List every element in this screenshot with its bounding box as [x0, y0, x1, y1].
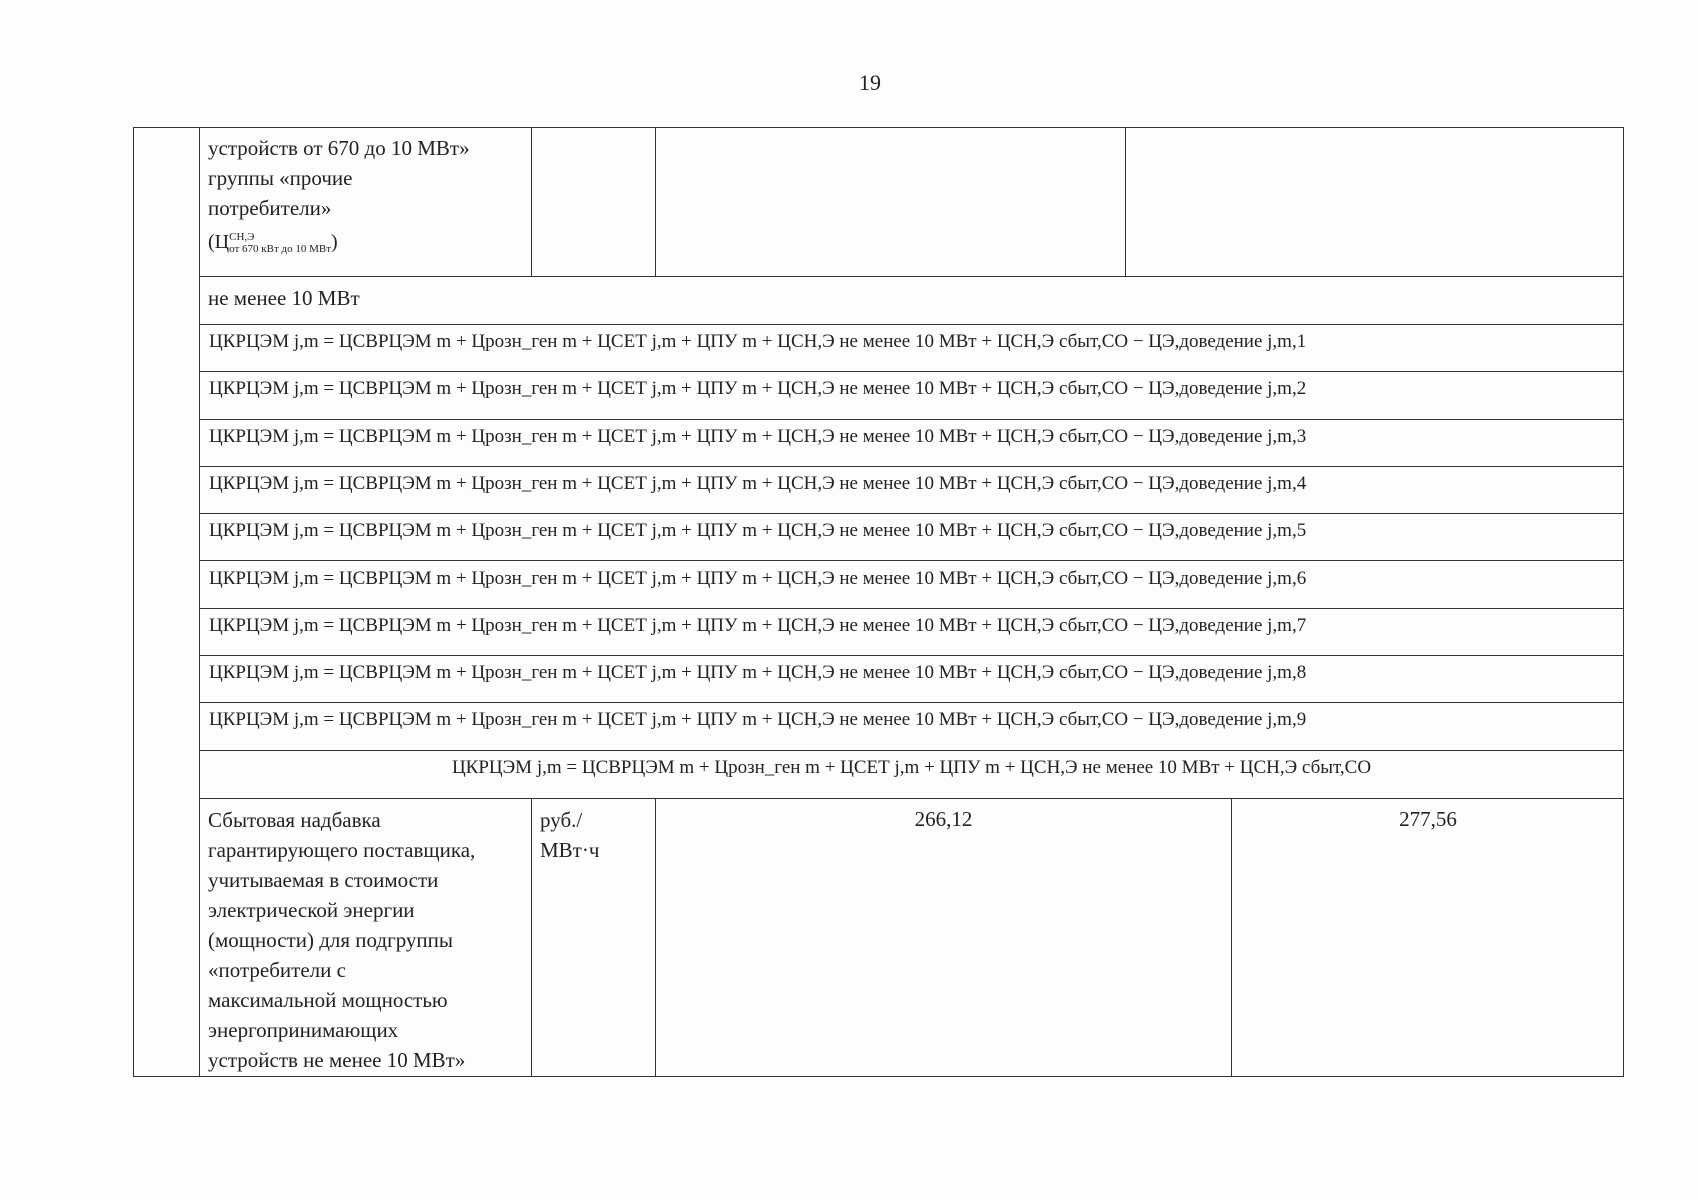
- bottom-description-line: гарантирующего поставщика,: [208, 838, 476, 862]
- top-value-cell-1: [655, 127, 1125, 277]
- formula-row: [199, 325, 1624, 372]
- page-number: 19: [859, 70, 881, 95]
- bottom-description-line: Сбытовая надбавка: [208, 808, 381, 832]
- top-unit-cell: [531, 127, 655, 277]
- bottom-description-cell: [199, 799, 531, 1077]
- formula-text: ЦКРЦЭМ j,m = ЦСВРЦЭМ m + Црозн_ген m + ЦСЕТ j,m + ЦПУ m + ЦСН,Э не менее 10 МВт + ЦСН,Э сбыт,СО − ЦЭ,доведение j,m,1: [209, 331, 1307, 352]
- bottom-description-line: учитываемая в стоимости: [208, 868, 439, 892]
- formula-text: ЦКРЦЭМ j,m = ЦСВРЦЭМ m + Црозн_ген m + ЦСЕТ j,m + ЦПУ m + ЦСН,Э не менее 10 МВт + ЦСН,Э сбыт,СО − ЦЭ,доведение j,m,8: [209, 662, 1307, 684]
- top-description-line: потребители»: [208, 196, 332, 220]
- formula-text: ЦКРЦЭМ j,m = ЦСВРЦЭМ m + Црозн_ген m + ЦСЕТ j,m + ЦПУ m + ЦСН,Э не менее 10 МВт + ЦСН,Э сбыт,СО − ЦЭ,доведение j,m,2: [209, 378, 1307, 400]
- formula-row: [199, 372, 1624, 419]
- bottom-description-line: максимальной мощностью: [208, 988, 448, 1012]
- top-description-line: группы «прочие: [208, 166, 353, 190]
- formula-text: ЦКРЦЭМ j,m = ЦСВРЦЭМ m + Црозн_ген m + ЦСЕТ j,m + ЦПУ m + ЦСН,Э не менее 10 МВт + ЦСН,Э сбыт,СО − ЦЭ,доведение j,m,6: [209, 567, 1307, 589]
- top-description-cell: [199, 127, 531, 277]
- top-description-line: устройств от 670 до 10 МВт»: [208, 136, 470, 160]
- formula-row: [199, 514, 1624, 561]
- top-formula-sub: от 670 кВт до 10 МВт: [229, 243, 332, 256]
- bottom-description-line: электрической энергии: [208, 898, 415, 922]
- formula-row: [199, 562, 1624, 609]
- bottom-description-line: (мощности) для подгруппы: [208, 928, 454, 952]
- formula-row: [199, 420, 1624, 467]
- section-heading: не менее 10 МВт: [199, 277, 1624, 325]
- formula-text: ЦКРЦЭМ j,m = ЦСВРЦЭМ m + Црозн_ген m + ЦСЕТ j,m + ЦПУ m + ЦСН,Э не менее 10 МВт + ЦСН,Э сбыт,СО − ЦЭ,доведение j,m,4: [209, 472, 1307, 494]
- formula-row: [199, 703, 1624, 750]
- bottom-value-cell-1: [655, 799, 1231, 1077]
- top-formula-close: ): [331, 231, 338, 253]
- formula-row: [199, 467, 1624, 514]
- formula-total-text: ЦКРЦЭМ j,m = ЦСВРЦЭМ m + Црозн_ген m + ЦСЕТ j,m + ЦПУ m + ЦСН,Э не менее 10 МВт + ЦСН,Э сбыт,СО: [451, 757, 1372, 778]
- bottom-value-2: 277,56: [1399, 807, 1457, 831]
- top-value-cell-2: [1125, 127, 1624, 277]
- top-formula-label: [208, 227, 531, 257]
- bottom-value-1: 266,12: [914, 807, 973, 831]
- bottom-description-line: «потребители с: [208, 958, 346, 982]
- formula-text: ЦКРЦЭМ j,m = ЦСВРЦЭМ m + Црозн_ген m + ЦСЕТ j,m + ЦПУ m + ЦСН,Э не менее 10 МВт + ЦСН,Э сбыт,СО − ЦЭ,доведение j,m,5: [209, 520, 1307, 542]
- formula-row: [199, 656, 1624, 703]
- formula-text: ЦКРЦЭМ j,m = ЦСВРЦЭМ m + Црозн_ген m + ЦСЕТ j,m + ЦПУ m + ЦСН,Э не менее 10 МВт + ЦСН,Э сбыт,СО − ЦЭ,доведение j,m,9: [209, 709, 1307, 731]
- bottom-unit-cell: [531, 799, 655, 1077]
- formula-text: ЦКРЦЭМ j,m = ЦСВРЦЭМ m + Црозн_ген m + ЦСЕТ j,m + ЦПУ m + ЦСН,Э не менее 10 МВт + ЦСН,Э сбыт,СО − ЦЭ,доведение j,m,3: [209, 425, 1307, 447]
- top-formula-open: (Ц: [208, 231, 230, 253]
- top-formula-sup: СН,Э: [229, 231, 255, 244]
- bottom-description-line: устройств не менее 10 МВт»: [208, 1048, 466, 1072]
- bottom-unit-line: руб./: [540, 808, 583, 832]
- bottom-unit-line: МВт·ч: [540, 838, 600, 862]
- bottom-value-cell-2: [1231, 799, 1624, 1077]
- bottom-description-line: энергопринимающих: [208, 1018, 399, 1042]
- formula-row: [199, 609, 1624, 656]
- formula-text: ЦКРЦЭМ j,m = ЦСВРЦЭМ m + Црозн_ген m + ЦСЕТ j,m + ЦПУ m + ЦСН,Э не менее 10 МВт + ЦСН,Э сбыт,СО − ЦЭ,доведение j,m,7: [209, 614, 1307, 636]
- formula-total: [199, 751, 1624, 799]
